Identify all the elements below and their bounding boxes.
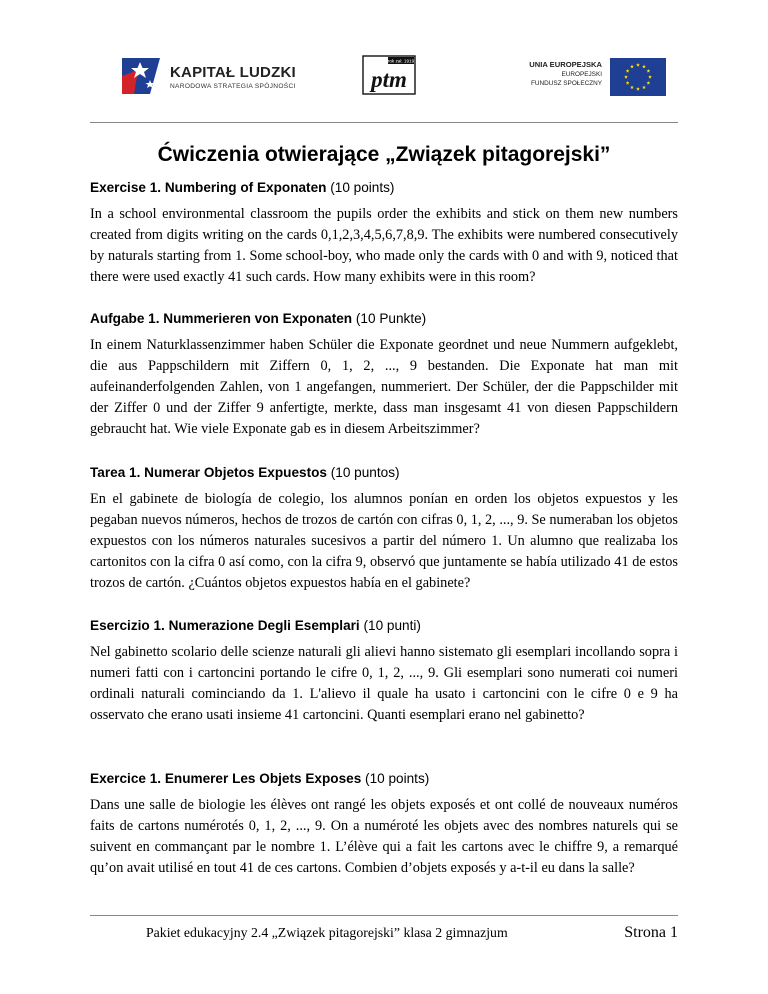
exercise-points: (10 points) [365,771,430,786]
kapital-ludzki-logo [120,52,320,102]
exercise-title: Exercise 1. Numbering of Exponaten [90,180,327,195]
exercise-title: Aufgabe 1. Nummerieren von Exponaten [90,311,353,326]
eu-line-1: UNIA EUROPEJSKA [529,60,602,69]
page-number: Strona 1 [624,924,678,941]
kapital-ludzki-title: KAPITAŁ LUDZKI [170,64,296,81]
exercise-points: (10 Punkte) [355,311,427,326]
eu-logo [494,54,674,104]
header-divider [90,122,678,123]
kapital-ludzki-subtitle: NARODOWA STRATEGIA SPÓJNOŚCI [170,83,296,90]
page-footer [90,922,678,946]
eu-flag-icon [610,58,666,96]
kapital-ludzki-emblem-icon [120,54,162,98]
ptm-logo [362,52,416,96]
eu-line-2: EUROPEJSKI [561,70,602,78]
eu-text-block [529,60,602,89]
exercise-italian [90,617,678,726]
exercise-title: Exercice 1. Enumerer Les Objets Exposes [90,771,362,786]
exercise-title: Tarea 1. Numerar Objetos Expuestos [90,465,327,480]
ptm-small-text: rok zał. 1919 [387,58,415,64]
exercise-spanish [90,464,678,594]
exercise-heading [90,617,678,635]
footer-divider [90,915,678,916]
header-logos [90,48,678,112]
exercise-body: Nel gabinetto scolario delle scienze naturali gli alievi hanno sistemato gli esemplari incollando sopra i numeri fatti con i cartoncini portando le cifre 0, 1, 2, ..., 9. Gli esemplari sono numerati coi numeri ordinali naturali cominciando da 1. L'alievo il quale ha usato i cartoncini con le cifre 0 e 9 ha osservato che erano usati insieme 41 cartoncini. Quanti esemplari erano nel gabinetto? [90,644,678,723]
document-title: Ćwiczenia otwierające „Związek pitagorejski” [157,143,611,166]
exercise-body: En el gabinete de biología de colegio, los alumnos ponían en orden los objetos expuestos y les pegaban nuevos números, hechos de trozos de cartón con cifras 0, 1, 2, ..., 9. Se numeraban los objetos expuestos con los números naturales sucesivos a partir del número 1. Un alumno que realizaba los cartonitos con la cifra 0 así como, con la cifra 9, observó que juntamente se había utilizado 41 de estos trozos de cartón. ¿Cuántos objetos expuestos había en el gabinete? [90,491,679,591]
exercise-body: In einem Naturklassenzimmer haben Schüler die Exponate geordnet und neue Nummern aufgeklebt, die aus Pappschildern mit Ziffern 0, 1, 2, ..., 9 bestanden. Die Exponate hat man mit aufeinanderfolgenden Zahlen, von 1 angefangen, nummeriert. Der Schüler, der die Pappschilder mit der Ziffer 0 und der Ziffer 9 anfertigte, merkte, dass man insgesamt 41 von diesen Pappschildern gebraucht hat. Wie viele Exponate gab es in diesem Arbeitszimmer? [90,337,678,437]
exercise-body: In a school environmental classroom the pupils order the exhibits and stick on them new numbers created from digits writing on the cards 0,1,2,3,4,5,6,7,8,9. The exhibits were numbered consecutively by naturals starting from 1. Some school-boy, who made only the cards with 0 and with 9, noticed that there were used exactly 41 such cards. How many exhibits were in this room? [90,206,678,285]
exercise-heading [90,770,678,788]
exercise-heading [90,464,678,482]
exercise-heading [90,310,678,328]
exercise-french [90,770,678,879]
eu-line-3: FUNDUSZ SPOŁECZNY [530,80,602,87]
ptm-logo-mark-icon [362,52,416,96]
exercise-english [90,179,678,288]
exercise-points: (10 punti) [363,618,421,633]
footer-package-label: Pakiet edukacyjny 2.4 „Związek pitagorejski” klasa 2 gimnazjum [146,925,508,940]
exercise-title: Esercizio 1. Numerazione Degli Esemplari [90,618,360,633]
exercise-body: Dans une salle de biologie les élèves ont rangé les objets exposés et ont collé de nouveaux numéros faits de cartons numérotés 0, 1, 2, ..., 9. On a numéroté les objets avec des nombres naturels qui se suivent en commançant par le nombre 1. L’élève qui a fait les cartons avec le chiffre 9, a remarqué qu’on avait utilisé en tout 41 de ces cartons. Combien d’objets exposés y a-t-il eu dans la salle? [90,797,678,876]
exercise-points: (10 points) [330,180,395,195]
exercise-points: (10 puntos) [330,465,400,480]
ptm-text: ptm [371,67,407,92]
exercise-german [90,310,678,440]
exercise-heading [90,179,678,197]
